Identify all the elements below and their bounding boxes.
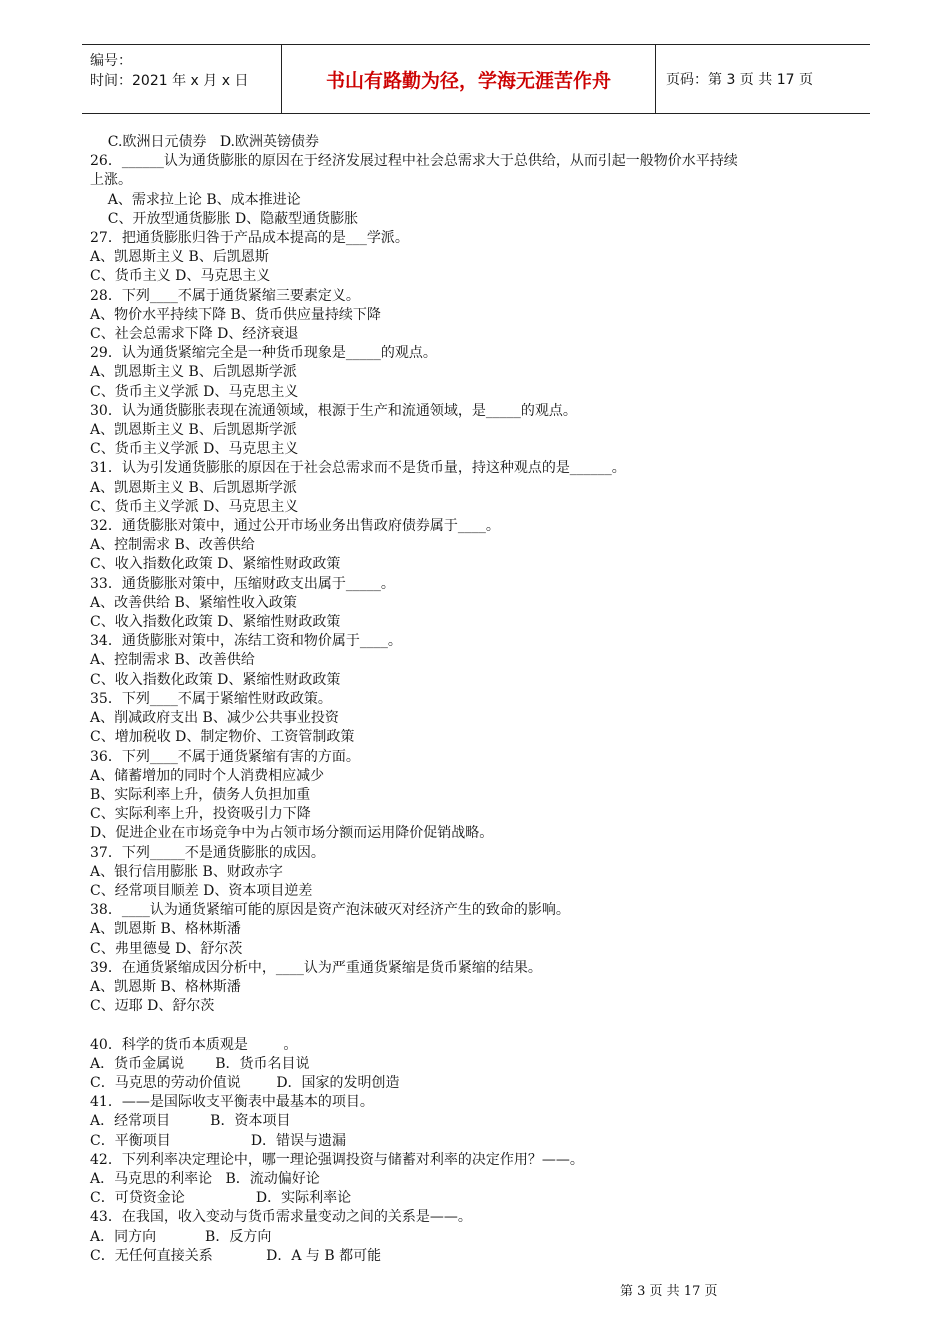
text-line: 36．下列____不属于通货紧缩有害的方面。 xyxy=(90,748,360,765)
text-line: A、物价水平持续下降 B、货币供应量持续下降 xyxy=(90,306,381,323)
text-line: 30．认为通货膨胀表现在流通领域，根源于生产和流通领域，是_____的观点。 xyxy=(90,402,577,419)
text-line: C、实际利率上升，投资吸引力下降 xyxy=(90,806,311,823)
text-line: C．可贷资金论 D．实际利率论 xyxy=(90,1190,352,1207)
text-line: A、凯恩斯 B、格林斯潘 xyxy=(90,978,241,995)
text-line: C、经常项目顺差 D、资本项目逆差 xyxy=(90,882,313,899)
page-footer: 第 3 页 共 17 页 xyxy=(620,1284,718,1299)
text-line: A、凯恩斯主义 B、后凯恩斯学派 xyxy=(90,422,297,439)
text-line: 42．下列利率决定理论中，哪一理论强调投资与储蓄对利率的决定作用？——。 xyxy=(90,1151,584,1168)
text-line: A．同方向 B．反方向 xyxy=(90,1228,272,1245)
text-line: B、实际利率上升，债务人负担加重 xyxy=(90,786,311,803)
text-line: 29．认为通货紧缩完全是一种货币现象是_____的观点。 xyxy=(90,345,437,362)
page-header xyxy=(82,44,870,114)
text-line: A、改善供给 B、紧缩性收入政策 xyxy=(90,594,297,611)
text-line: C、开放型通货膨胀 D、隐蔽型通货膨胀 xyxy=(90,210,359,227)
text-line: D、促进企业在市场竞争中为占领市场分额而运用降价促销战略。 xyxy=(90,825,494,842)
text-line: A、控制需求 B、改善供给 xyxy=(90,537,255,554)
header-page-info: 页码：第 3 页 共 17 页 xyxy=(666,72,813,88)
text-line: C、货币主义学派 D、马克思主义 xyxy=(90,441,299,458)
document-number-label: 编号： xyxy=(90,53,132,69)
document-body xyxy=(90,133,870,1266)
text-line: C、社会总需求下降 D、经济衰退 xyxy=(90,326,299,343)
text-line: 43．在我国，收入变动与货币需求量变动之间的关系是——。 xyxy=(90,1209,472,1226)
text-line: A．货币金属说 B．货币名目说 xyxy=(90,1055,310,1072)
text-line: 35．下列____不属于紧缩性财政政策。 xyxy=(90,690,332,707)
text-line: 40．科学的货币本质观是 。 xyxy=(90,1036,298,1053)
text-line: C、货币主义 D、马克思主义 xyxy=(90,268,271,285)
text-line: A、凯恩斯 B、格林斯潘 xyxy=(90,921,241,938)
text-line: C．平衡项目 D．错误与遗漏 xyxy=(90,1132,347,1149)
text-line: C、增加税收 D、制定物价、工资管制政策 xyxy=(90,729,355,746)
text-line: A、削减政府支出 B、减少公共事业投资 xyxy=(90,710,339,727)
text-line: C．马克思的劳动价值说 D．国家的发明创造 xyxy=(90,1074,400,1091)
text-line: A、控制需求 B、改善供给 xyxy=(90,652,255,669)
text-line: A、需求拉上论 B、成本推进论 xyxy=(90,191,301,208)
text-line: 39．在通货紧缩成因分析中，____认为严重通货紧缩是货币紧缩的结果。 xyxy=(90,959,542,976)
text-line: C、收入指数化政策 D、紧缩性财政政策 xyxy=(90,671,341,688)
text-line: C、迈耶 D、舒尔茨 xyxy=(90,998,215,1015)
text-line: 33．通货膨胀对策中，压缩财政支出属于_____。 xyxy=(90,575,395,592)
text-line: A．经常项目 B．资本项目 xyxy=(90,1113,291,1130)
text-line: 31．认为引发通货膨胀的原因在于社会总需求而不是货币量，持这种观点的是______。 xyxy=(90,460,626,477)
text-line: 34．通货膨胀对策中，冻结工资和物价属于____。 xyxy=(90,633,402,650)
text-line: C、收入指数化政策 D、紧缩性财政政策 xyxy=(90,556,341,573)
header-meta xyxy=(82,45,282,113)
text-line: A．马克思的利率论 B．流动偏好论 xyxy=(90,1170,320,1187)
text-line: A、储蓄增加的同时个人消费相应减少 xyxy=(90,767,325,784)
text-line: C、弗里德曼 D、舒尔茨 xyxy=(90,940,243,957)
text-line: C．无任何直接关系 D．A 与 B 都可能 xyxy=(90,1247,382,1264)
text-line: C、货币主义学派 D、马克思主义 xyxy=(90,498,299,515)
text-line: A、凯恩斯主义 B、后凯恩斯学派 xyxy=(90,364,297,381)
header-motto: 书山有路勤为径，学海无涯苦作舟 xyxy=(282,45,656,113)
text-line: 上涨。 xyxy=(90,172,132,189)
text-line: A、凯恩斯主义 B、后凯恩斯学派 xyxy=(90,479,297,496)
text-line: A、凯恩斯主义 B、后凯恩斯 xyxy=(90,249,269,266)
text-line: 37．下列_____不是通货膨胀的成因。 xyxy=(90,844,325,861)
text-line: 32．通货膨胀对策中，通过公开市场业务出售政府债券属于____。 xyxy=(90,518,500,535)
text-line: C、货币主义学派 D、马克思主义 xyxy=(90,383,299,400)
text-line: C.欧洲日元债券 D.欧洲英镑债券 xyxy=(90,134,319,150)
text-line: 28．下列____不属于通货紧缩三要素定义。 xyxy=(90,287,360,304)
text-line: A、银行信用膨胀 B、财政赤字 xyxy=(90,863,283,880)
text-line: 26．______认为通货膨胀的原因在于经济发展过程中社会总需求大于总供给，从而引起一般物价水平持续 xyxy=(90,153,738,170)
text-line: 27．把通货膨胀归咎于产品成本提高的是___学派。 xyxy=(90,230,409,247)
text-line: 38．____认为通货紧缩可能的原因是资产泡沫破灭对经济产生的致命的影响。 xyxy=(90,902,570,919)
text-line: 41．——是国际收支平衡表中最基本的项目。 xyxy=(90,1094,374,1111)
document-time-label: 时间：2021 年 x 月 x 日 xyxy=(90,73,249,89)
text-line: C、收入指数化政策 D、紧缩性财政政策 xyxy=(90,614,341,631)
text-line xyxy=(90,1016,870,1035)
